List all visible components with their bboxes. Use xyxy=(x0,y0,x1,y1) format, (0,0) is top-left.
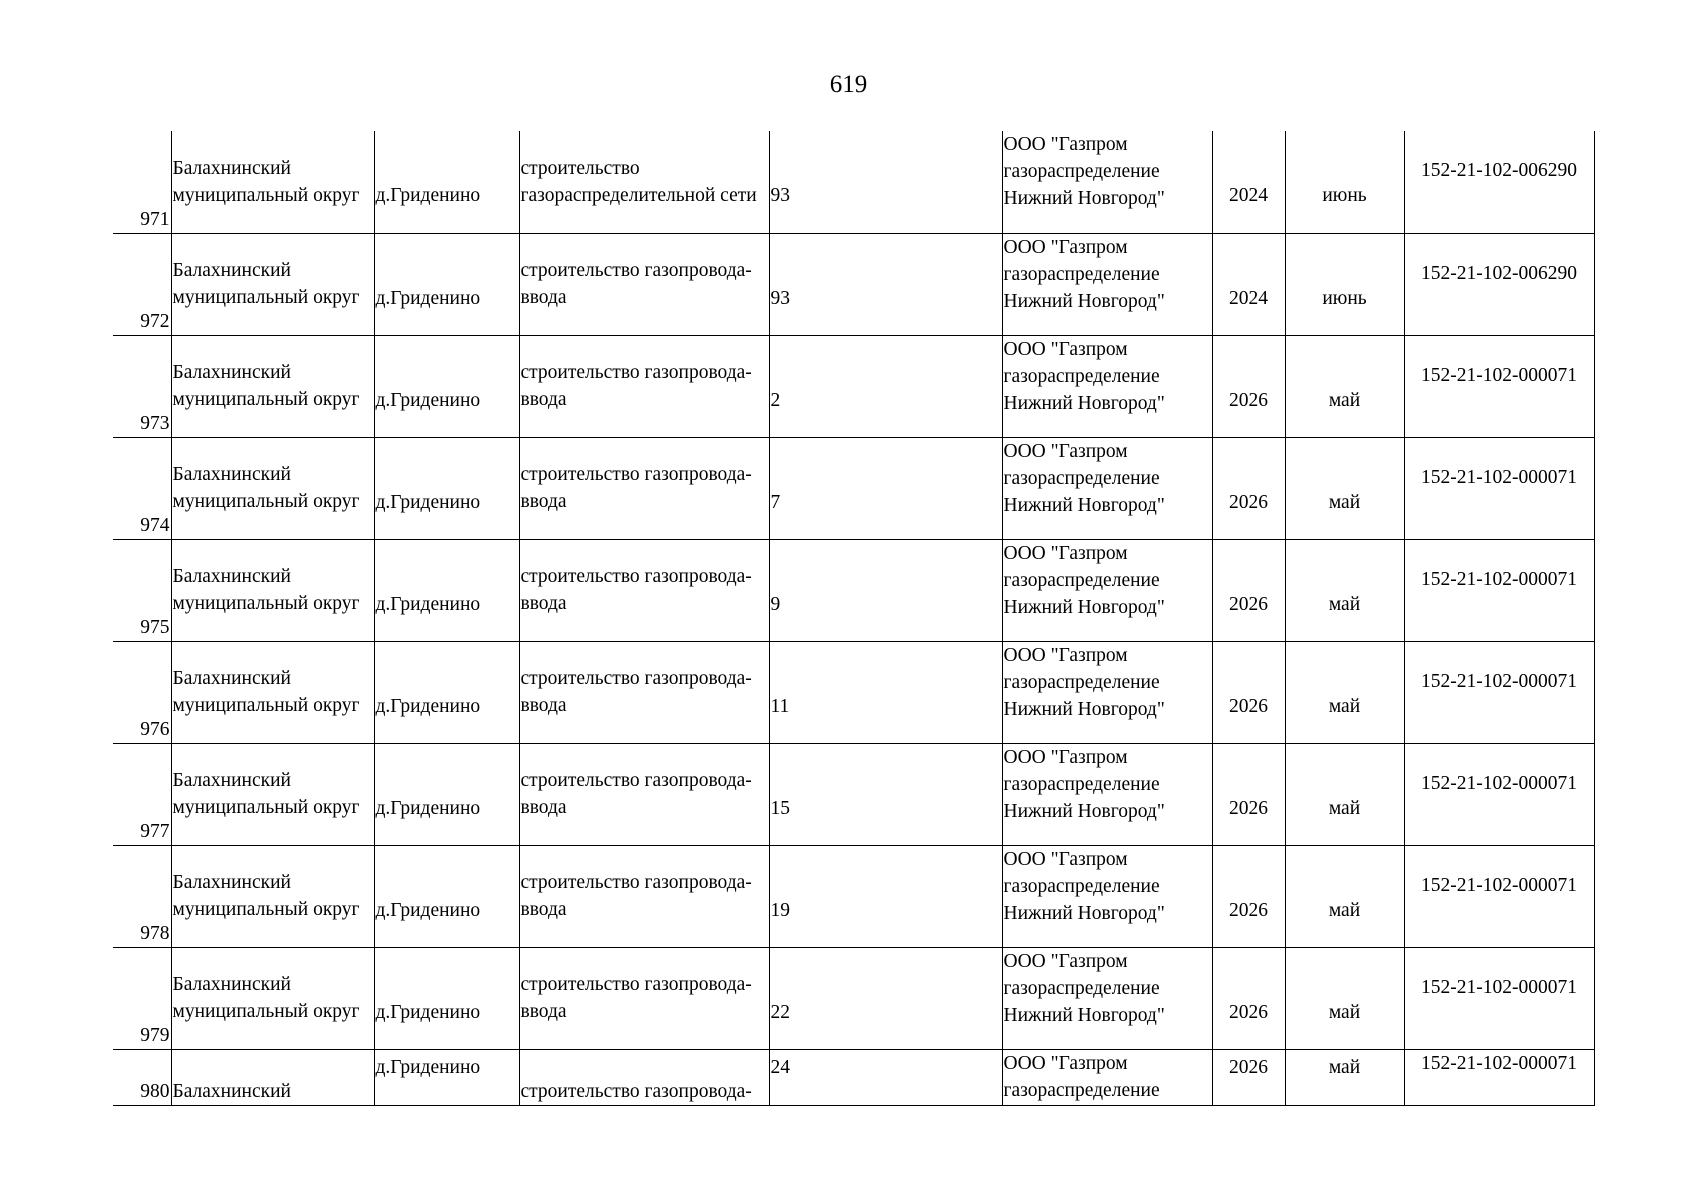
table-row xyxy=(113,233,1594,335)
organization-cell xyxy=(1002,335,1212,437)
quantity-cell: 19 xyxy=(769,845,1002,947)
organization-cell-line: ООО "Газпром xyxy=(1003,950,1128,972)
year-cell: 2026 xyxy=(1212,539,1285,641)
organization-cell-line: ООО "Газпром xyxy=(1003,1052,1128,1074)
work-type-cell xyxy=(519,335,769,437)
row-number: 979 xyxy=(113,947,171,1049)
work-type-cell-line: строительство газопровода- xyxy=(520,362,752,383)
month-cell: май xyxy=(1285,947,1404,1049)
organization-cell-line: ООО "Газпром xyxy=(1003,338,1128,360)
row-number: 971 xyxy=(113,131,171,233)
row-number: 980 xyxy=(113,1049,171,1105)
settlement-cell: д.Гриденино xyxy=(374,335,519,437)
year-cell: 2024 xyxy=(1212,131,1285,233)
month-cell: май xyxy=(1285,335,1404,437)
district-cell xyxy=(171,947,374,1049)
organization-cell-line: газораспределение xyxy=(1003,263,1160,285)
district-cell-line: Балахнинский xyxy=(172,770,291,791)
organization-cell xyxy=(1002,1049,1212,1105)
district-cell-line: Балахнинский xyxy=(172,1080,291,1102)
settlement-cell: д.Гриденино xyxy=(374,743,519,845)
quantity-cell: 93 xyxy=(769,233,1002,335)
row-number: 976 xyxy=(113,641,171,743)
work-type-cell-line: ввода xyxy=(520,287,567,308)
district-cell-line: муниципальный округ xyxy=(172,389,360,410)
quantity-cell: 15 xyxy=(769,743,1002,845)
settlement-cell: д.Гриденино xyxy=(374,539,519,641)
work-type-cell xyxy=(519,437,769,539)
table-row xyxy=(113,539,1594,641)
organization-cell-line: Нижний Новгород" xyxy=(1003,392,1165,414)
quantity-cell: 9 xyxy=(769,539,1002,641)
organization-cell-line: газораспределение xyxy=(1003,773,1160,795)
quantity-cell: 22 xyxy=(769,947,1002,1049)
organization-cell-line: газораспределение xyxy=(1003,977,1160,999)
row-number: 978 xyxy=(113,845,171,947)
settlement-cell: д.Гриденино xyxy=(374,131,519,233)
organization-cell-line: Нижний Новгород" xyxy=(1003,902,1165,924)
organization-cell-line: газораспределение xyxy=(1003,365,1160,387)
organization-cell-line: ООО "Газпром xyxy=(1003,746,1128,768)
quantity-cell: 7 xyxy=(769,437,1002,539)
district-cell-line: муниципальный округ xyxy=(172,287,360,308)
year-cell: 2026 xyxy=(1212,947,1285,1049)
row-number: 977 xyxy=(113,743,171,845)
work-type-cell-line: ввода xyxy=(520,491,567,512)
organization-cell-line: газораспределение xyxy=(1003,569,1160,591)
month-cell: май xyxy=(1285,1049,1404,1105)
district-cell-line: Балахнинский xyxy=(172,668,291,689)
district-cell-line: Балахнинский xyxy=(172,872,291,893)
code-cell: 152-21-102-006290 xyxy=(1404,233,1594,335)
work-type-cell xyxy=(519,743,769,845)
page-number: 619 xyxy=(829,71,868,98)
quantity-cell: 93 xyxy=(769,131,1002,233)
district-cell xyxy=(171,1049,374,1105)
district-cell-line: Балахнинский xyxy=(172,566,291,587)
code-cell: 152-21-102-000071 xyxy=(1404,845,1594,947)
row-number: 975 xyxy=(113,539,171,641)
district-cell-line: Балахнинский xyxy=(172,464,291,485)
year-cell: 2026 xyxy=(1212,335,1285,437)
code-cell: 152-21-102-000071 xyxy=(1404,641,1594,743)
table-row xyxy=(113,437,1594,539)
year-cell: 2026 xyxy=(1212,641,1285,743)
month-cell: май xyxy=(1285,437,1404,539)
organization-cell-line: Нижний Новгород" xyxy=(1003,1004,1165,1026)
work-type-cell xyxy=(519,641,769,743)
code-cell: 152-21-102-000071 xyxy=(1404,947,1594,1049)
work-type-cell xyxy=(519,233,769,335)
quantity-cell: 2 xyxy=(769,335,1002,437)
work-type-cell-line: строительство xyxy=(520,157,640,179)
district-cell-line: муниципальный округ xyxy=(172,491,360,512)
district-cell-line: муниципальный округ xyxy=(172,695,360,716)
work-type-cell-line: ввода xyxy=(520,389,567,410)
organization-cell xyxy=(1002,845,1212,947)
work-type-cell-line: строительство газопровода- xyxy=(520,260,752,281)
organization-cell-line: газораспределение xyxy=(1003,671,1160,693)
work-type-cell-line: строительство газопровода- xyxy=(520,1080,752,1102)
year-cell: 2026 xyxy=(1212,845,1285,947)
district-cell-line: муниципальный округ xyxy=(172,1001,360,1022)
work-type-cell xyxy=(519,845,769,947)
work-type-cell xyxy=(519,1049,769,1105)
district-cell xyxy=(171,539,374,641)
settlement-cell: д.Гриденино xyxy=(374,233,519,335)
organization-cell-line: ООО "Газпром xyxy=(1003,134,1128,155)
work-type-cell xyxy=(519,539,769,641)
district-cell-line: Балахнинский xyxy=(172,157,291,179)
quantity-cell: 11 xyxy=(769,641,1002,743)
district-cell-line: Балахнинский xyxy=(172,260,291,281)
month-cell: июнь xyxy=(1285,233,1404,335)
organization-cell-line: Нижний Новгород" xyxy=(1003,494,1165,516)
work-type-cell xyxy=(519,131,769,233)
organization-cell xyxy=(1002,743,1212,845)
code-cell: 152-21-102-000071 xyxy=(1404,335,1594,437)
work-type-cell-line: газораспределительной сети xyxy=(520,184,757,206)
work-type-cell xyxy=(519,947,769,1049)
table-row xyxy=(113,641,1594,743)
organization-cell xyxy=(1002,539,1212,641)
table-row xyxy=(113,845,1594,947)
month-cell: май xyxy=(1285,539,1404,641)
work-type-cell-line: ввода xyxy=(520,593,567,614)
month-cell: май xyxy=(1285,641,1404,743)
organization-cell xyxy=(1002,947,1212,1049)
district-cell-line: муниципальный округ xyxy=(172,899,360,920)
organization-cell xyxy=(1002,131,1212,233)
code-cell: 152-21-102-000071 xyxy=(1404,437,1594,539)
work-type-cell-line: строительство газопровода- xyxy=(520,464,752,485)
code-cell: 152-21-102-000071 xyxy=(1404,1049,1594,1105)
row-number: 973 xyxy=(113,335,171,437)
organization-cell-line: газораспределение xyxy=(1003,1079,1160,1101)
organization-cell-line: Нижний Новгород" xyxy=(1003,800,1165,822)
year-cell: 2026 xyxy=(1212,437,1285,539)
district-cell-line: муниципальный округ xyxy=(172,184,360,206)
quantity-cell: 24 xyxy=(769,1049,1002,1105)
code-cell: 152-21-102-006290 xyxy=(1404,131,1594,233)
settlement-cell: д.Гриденино xyxy=(374,947,519,1049)
district-cell xyxy=(171,743,374,845)
settlement-cell: д.Гриденино xyxy=(374,641,519,743)
row-number: 972 xyxy=(113,233,171,335)
organization-cell-line: ООО "Газпром xyxy=(1003,236,1128,258)
work-type-cell-line: ввода xyxy=(520,1001,567,1022)
organization-cell-line: газораспределение xyxy=(1003,467,1160,489)
organization-cell xyxy=(1002,233,1212,335)
year-cell: 2024 xyxy=(1212,233,1285,335)
organization-cell-line: Нижний Новгород" xyxy=(1003,188,1165,209)
district-cell xyxy=(171,845,374,947)
district-cell-line: Балахнинский xyxy=(172,974,291,995)
district-cell-line: Балахнинский xyxy=(172,362,291,383)
district-cell-line: муниципальный округ xyxy=(172,797,360,818)
organization-cell-line: ООО "Газпром xyxy=(1003,848,1128,870)
work-type-cell-line: строительство газопровода- xyxy=(520,566,752,587)
row-number: 974 xyxy=(113,437,171,539)
organization-cell xyxy=(1002,641,1212,743)
table-row xyxy=(113,131,1594,233)
work-type-cell-line: строительство газопровода- xyxy=(520,668,752,689)
gasification-table xyxy=(113,131,1595,1106)
month-cell: май xyxy=(1285,845,1404,947)
settlement-cell: д.Гриденино xyxy=(374,845,519,947)
table-row xyxy=(113,743,1594,845)
month-cell: май xyxy=(1285,743,1404,845)
district-cell-line: муниципальный округ xyxy=(172,593,360,614)
organization-cell-line: Нижний Новгород" xyxy=(1003,290,1165,312)
district-cell xyxy=(171,437,374,539)
district-cell xyxy=(171,641,374,743)
organization-cell xyxy=(1002,437,1212,539)
organization-cell-line: ООО "Газпром xyxy=(1003,644,1128,666)
table-row xyxy=(113,335,1594,437)
settlement-cell: д.Гриденино xyxy=(374,1049,519,1105)
month-cell: июнь xyxy=(1285,131,1404,233)
organization-cell-line: газораспределение xyxy=(1003,161,1160,182)
code-cell: 152-21-102-000071 xyxy=(1404,743,1594,845)
district-cell xyxy=(171,233,374,335)
year-cell: 2026 xyxy=(1212,1049,1285,1105)
organization-cell-line: ООО "Газпром xyxy=(1003,542,1128,564)
year-cell: 2026 xyxy=(1212,743,1285,845)
work-type-cell-line: ввода xyxy=(520,899,567,920)
code-cell: 152-21-102-000071 xyxy=(1404,539,1594,641)
table-row xyxy=(113,1049,1594,1105)
district-cell xyxy=(171,131,374,233)
table-row xyxy=(113,947,1594,1049)
settlement-cell: д.Гриденино xyxy=(374,437,519,539)
organization-cell-line: Нижний Новгород" xyxy=(1003,698,1165,720)
work-type-cell-line: строительство газопровода- xyxy=(520,872,752,893)
work-type-cell-line: ввода xyxy=(520,695,567,716)
organization-cell-line: ООО "Газпром xyxy=(1003,440,1128,462)
work-type-cell-line: строительство газопровода- xyxy=(520,974,752,995)
district-cell xyxy=(171,335,374,437)
organization-cell-line: газораспределение xyxy=(1003,875,1160,897)
work-type-cell-line: ввода xyxy=(520,797,567,818)
work-type-cell-line: строительство газопровода- xyxy=(520,770,752,791)
organization-cell-line: Нижний Новгород" xyxy=(1003,596,1165,618)
table-body xyxy=(113,131,1594,1105)
